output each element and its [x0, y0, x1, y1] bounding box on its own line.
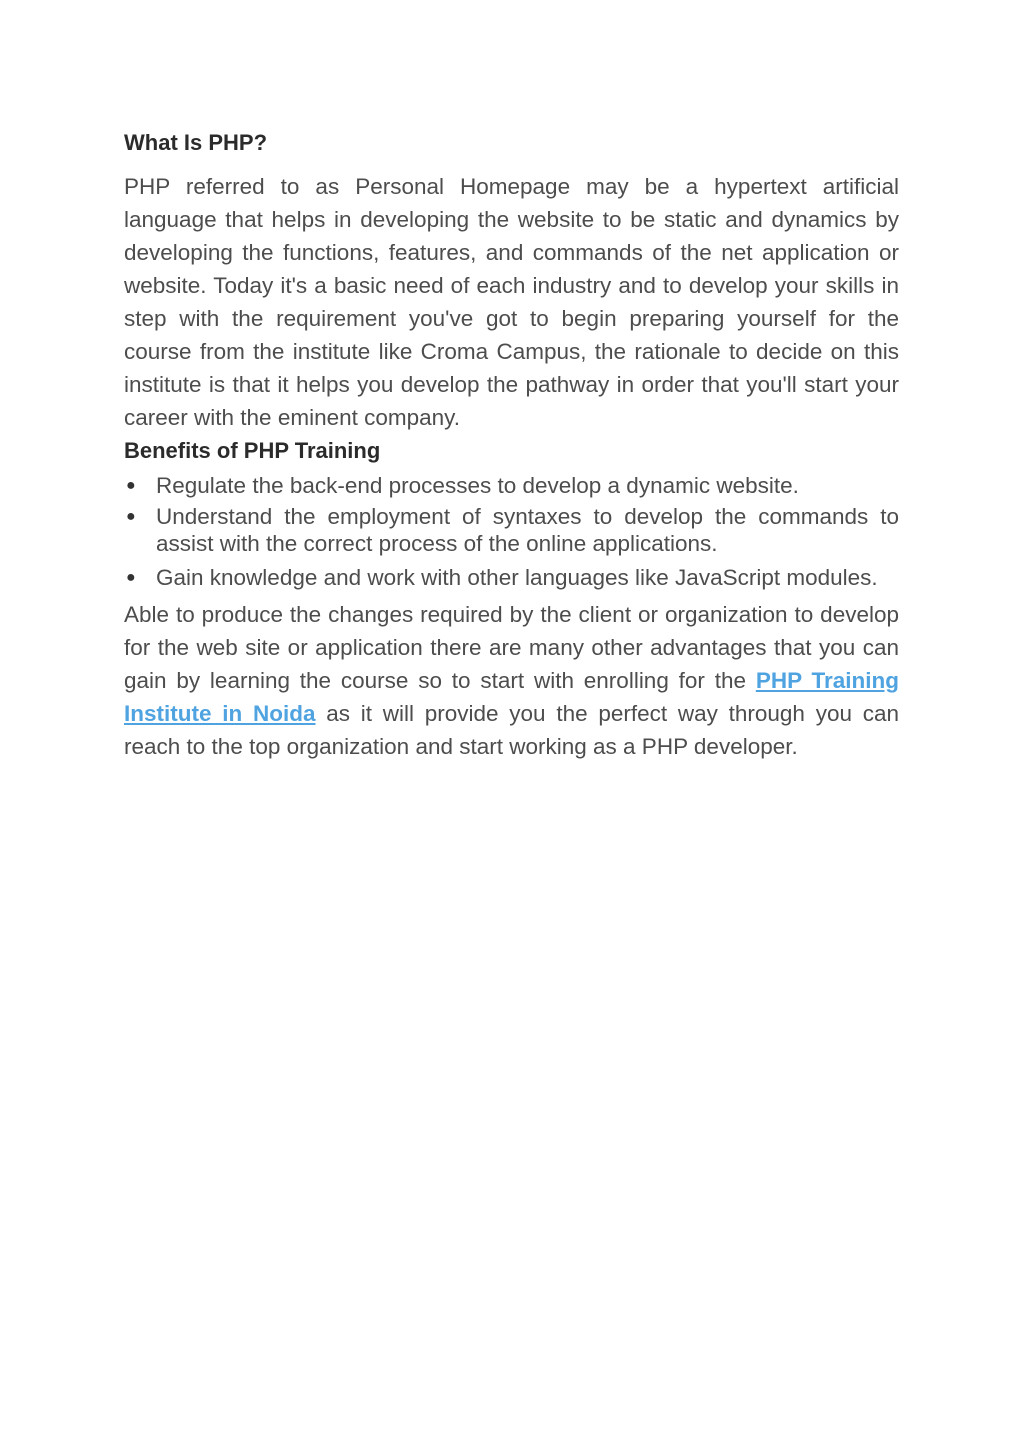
closing-text-before-link: Able to produce the changes required by the client or organization to develop for the web site or application there are many other advantages that you can gain by learning the course so to start with enrolling for the	[124, 602, 899, 693]
list-item-text: Gain knowledge and work with other languages like JavaScript modules.	[156, 565, 878, 590]
list-item	[124, 503, 899, 557]
closing-text-after-link: as it will provide you the perfect way through you can reach to the top organization and start working as a PHP developer.	[124, 701, 899, 759]
bullet-dot-icon: ●	[126, 477, 136, 494]
document-page	[124, 126, 899, 763]
bullet-dot-icon: ●	[126, 508, 136, 525]
bullet-dot-icon: ●	[126, 569, 136, 586]
section-heading-what-is-php: What Is PHP?	[124, 130, 268, 155]
section-heading-benefits: Benefits of PHP Training	[124, 438, 381, 463]
intro-paragraph: PHP referred to as Personal Homepage may be a hypertext artificial language that helps in developing the website to be static and dynamics by developing the functions, features, and commands of the net application or website. Today it's a basic need of each industry and to develop your skills in step with the requirement you've got to begin preparing yourself for the course from the institute like Croma Campus, the rationale to decide on this institute is that it helps you develop the pathway in order that you'll start your career with the eminent company.	[124, 174, 899, 430]
list-item-text: Regulate the back-end processes to develop a dynamic website.	[156, 473, 799, 498]
php-training-institute-link[interactable]: PHP Training Institute in Noida	[124, 668, 899, 726]
closing-paragraph	[124, 598, 899, 763]
list-item	[124, 561, 899, 594]
list-item	[124, 472, 899, 499]
list-item-text: Understand the employment of syntaxes to develop the commands to assist with the correct process of the online applications.	[156, 504, 899, 556]
benefits-list	[124, 472, 899, 594]
